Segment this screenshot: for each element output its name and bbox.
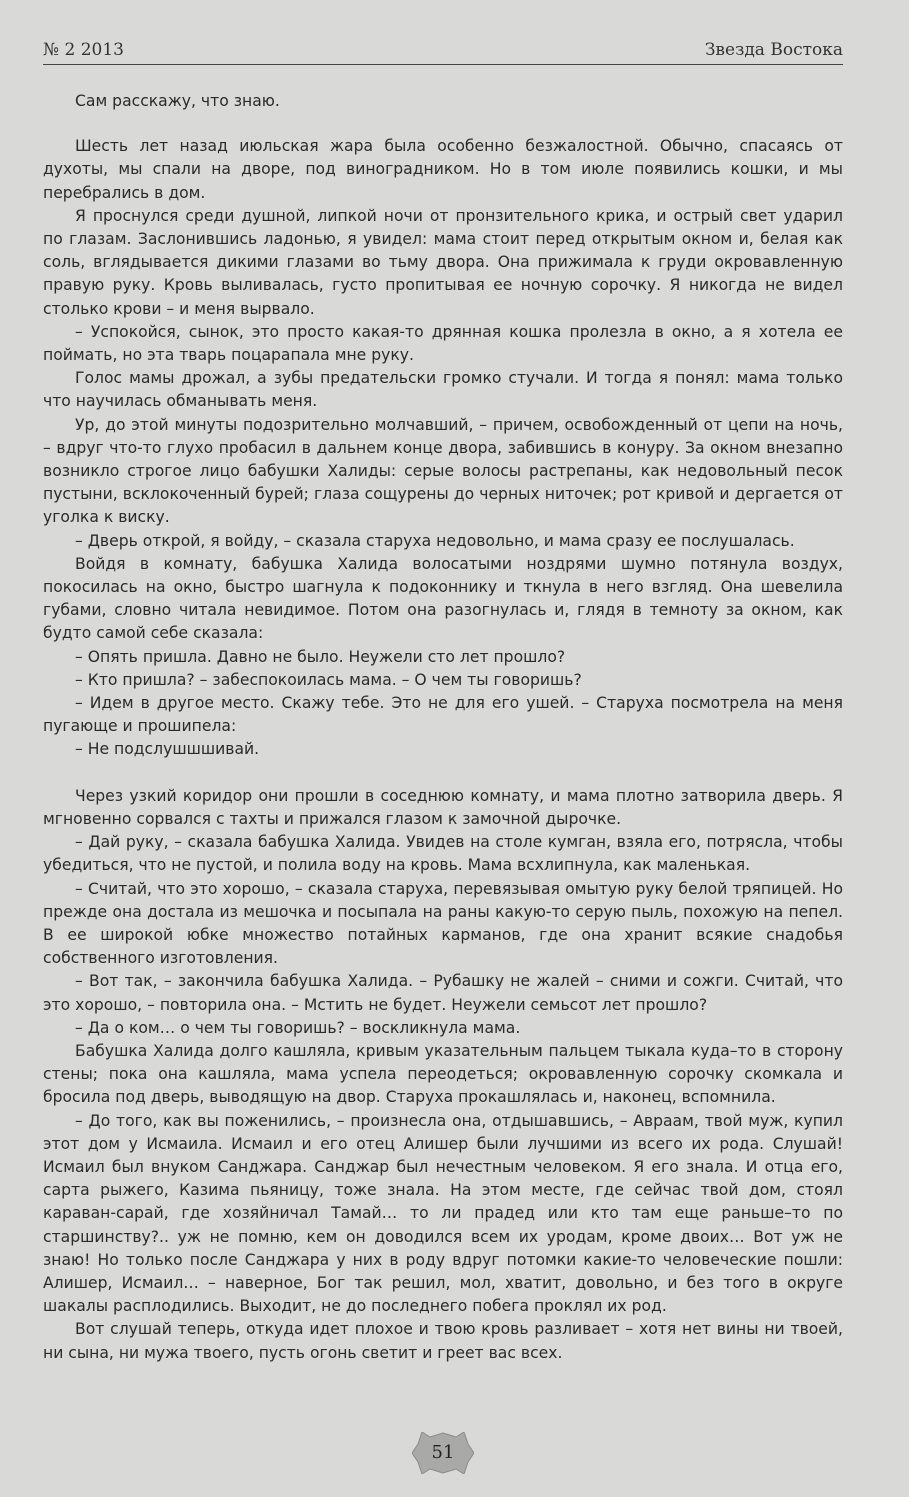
issue-number: № 2 2013 — [43, 40, 124, 60]
paragraph: Шесть лет назад июльская жара была особенно безжалостной. Обычно, спасаясь от духоты, мы спали на дворе, под виноградником. Но в том июле появились кошки, и мы перебрались в дом. — [43, 137, 843, 202]
paragraph: Через узкий коридор они прошли в соседнюю комнату, и мама плотно затворила дверь. Я мгновенно сорвался с тахты и прижался глазом к замочной дырочке. — [43, 786, 843, 828]
paragraph: – До того, как вы поженились, – произнесла она, отдышавшись, – Авраам, твой муж, купил этот дом у Исмаила. Исмаил и его отец Алишер были лучшими из всего их рода. Слушай! Исмаил был внуком Санджара. Санджар был нечестным человеком. Я его знала. И отца его, сарта рыжего, Казима пьяницу, тоже знала. На этом месте, где сейчас твой дом, стоял караван-сарай, где хозяйничал Тамай… то ли прадед или кто там еще раньше–то по старшинству?.. уж не помню, кем он доводился всем их уродам, кроме двоих… Вот уж не знаю! Но только после Санджара у них в роду вдруг потомки какие-то человеческие пошли: Алишер, Исмаил… – наверное, Бог так решил, мол, хватит, довольно, и без того в округе шакалы расплодились. Выходит, не до последнего побега проклял их род. — [43, 1111, 843, 1316]
paragraph: Бабушка Халида долго кашляла, кривым указательным пальцем тыкала куда–то в сторону стены; пока она кашляла, мама успела переодеться; окровавленную сорочку скомкала и бросила под дверь, выводящую на двор. Старуха прокашлялась и, наконец, вспомнила. — [43, 1041, 843, 1107]
page-number-badge — [412, 1432, 474, 1474]
paragraph: – Дай руку, – сказала бабушка Халида. Увидев на столе кумган, взяла его, потрясла, чтобы убедиться, что не пустой, и полила воду на кровь. Мама всхлипнула, как маленькая. — [43, 833, 843, 875]
paragraph: Сам расскажу, что знаю. — [75, 92, 280, 110]
paragraph: Ур, до этой минуты подозрительно молчавший, – причем, освобожденный от цепи на ночь, – вдруг что-то глухо пробасил в дальнем конце двора, забившись в конуру. За окном внезапно возникло строгое лицо бабушки Халиды: серые волосы растрепаны, как недовольный песок пустыни, всклокоченный бурей; глаза сощурены до черных ниточек; рот кривой и дергается от уголка к виску. — [43, 415, 843, 527]
paragraph: Войдя в комнату, бабушка Халида волосатыми ноздрями шумно потянула воздух, покосилась на окно, быстро шагнула к подоконнику и ткнула в него взгляд. Она шевелила губами, словно читала невидимое. Потом она разогнулась и, глядя в темноту за окном, как будто самой себе сказала: — [43, 554, 843, 643]
paragraph: – Опять пришла. Давно не было. Неужели сто лет прошло? — [75, 647, 566, 666]
paragraph: – Кто пришла? – забеспокоилась мама. – О чем ты говоришь? — [75, 670, 582, 689]
paragraph: – Дверь открой, я войду, – сказала старуха недовольно, и мама сразу ее послушалась. — [75, 531, 795, 550]
paragraph: – Считай, что это хорошо, – сказала старуха, перевязывая омытую руку белой тряпицей. Но прежде она достала из мешочка и посыпала на раны какую-то серую пыль, похожую на пепел. В ее широкой юбке множество потайных карманов, где она хранит всякие снадобья собственного изготовления. — [43, 879, 843, 968]
paragraph: Вот слушай теперь, откуда идет плохое и твою кровь разливает – хотя нет вины ни твоей, ни сына, ни мужа твоего, пусть огонь светит и греет вас всех. — [43, 1320, 843, 1362]
paragraph: – Да о ком… о чем ты говоришь? – воскликнула мама. — [75, 1018, 521, 1037]
paragraph: Я проснулся среди душной, липкой ночи от пронзительного крика, и острый свет ударил по глазам. Заслонившись ладонью, я увидел: мама стоит перед открытым окном и, белая как соль, вглядывается дикими глазами во тьму двора. Она прижимала к груди окровавленную правую руку. Кровь выливалась, густо пропитывая ее ночную сорочку. Я никогда не видел столько крови – и меня вырвало. — [43, 206, 843, 318]
paragraph: – Не подслушшшивай. — [75, 740, 260, 759]
journal-title: Звезда Востока — [704, 40, 843, 60]
paragraph: – Успокойся, сынок, это просто какая-то дрянная кошка пролезла в окно, а я хотела ее поймать, но эта тварь поцарапала мне руку. — [43, 322, 843, 365]
article-body — [43, 90, 843, 1365]
running-header — [43, 36, 843, 65]
paragraph: – Вот так, – закончила бабушка Халида. – Рубашку не жалей – сними и сожги. Считай, что это хорошо, – повторила она. – Мстить не будет. Неужели семьсот лет прошло? — [43, 972, 843, 1014]
paragraph: Голос мамы дрожал, а зубы предательски громко стучали. И тогда я понял: мама только что научилась обманывать меня. — [43, 369, 843, 411]
page-number: 51 — [431, 1442, 455, 1463]
paragraph: – Идем в другое место. Скажу тебе. Это не для его ушей. – Старуха посмотрела на меня пугающе и прошипела: — [43, 694, 843, 736]
